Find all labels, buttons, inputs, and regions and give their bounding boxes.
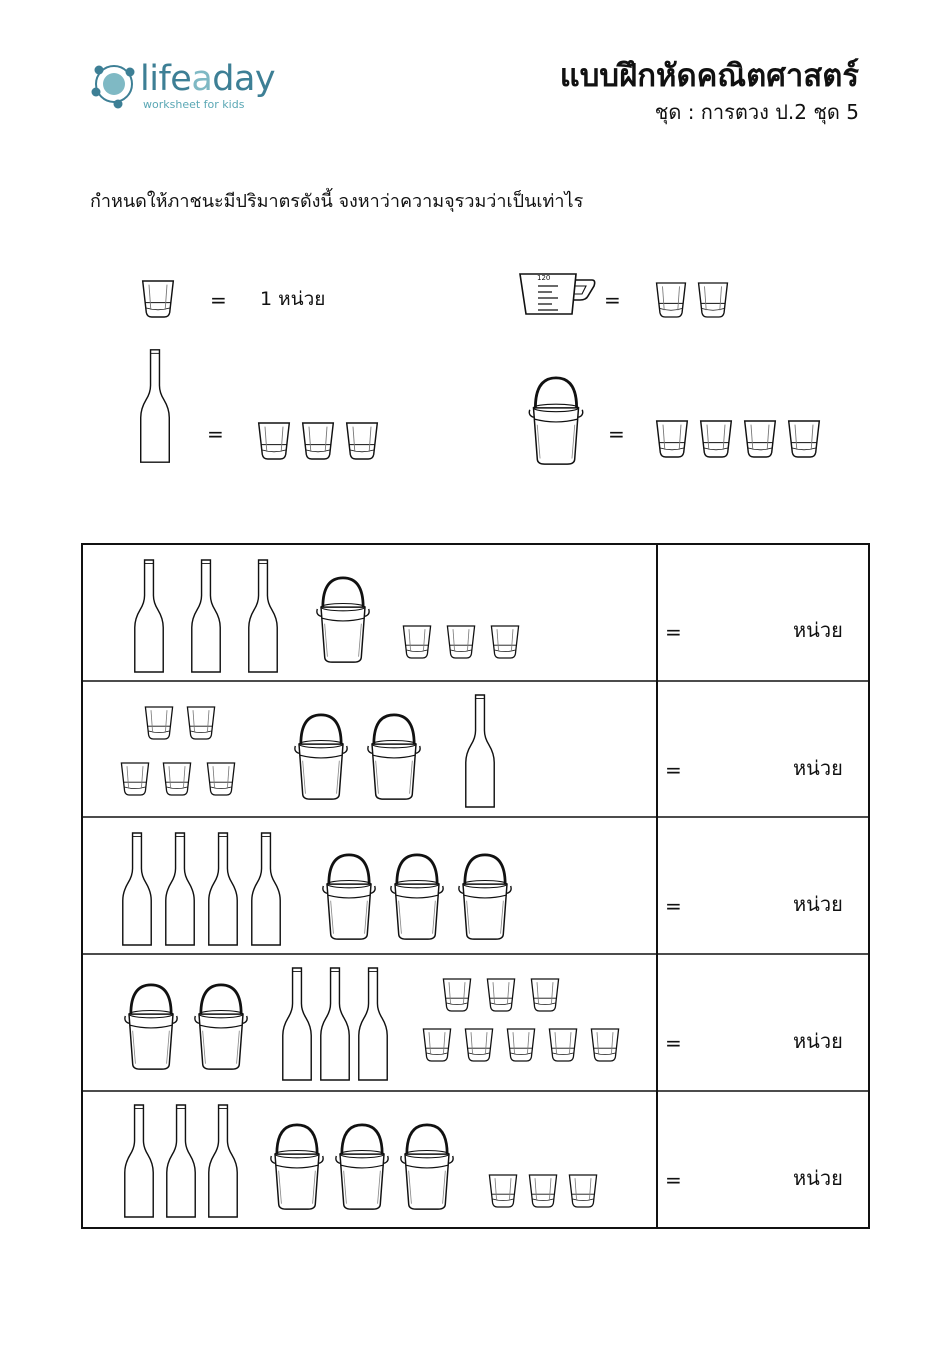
glass-icon	[742, 418, 778, 460]
bucket-icon	[267, 1123, 327, 1211]
answer-equals: =	[665, 620, 682, 644]
bucket-icon	[455, 853, 515, 941]
bottle-icon	[247, 558, 279, 674]
bucket-icon	[319, 853, 379, 941]
bucket-icon	[191, 983, 251, 1071]
page-title: แบบฝึกหัดคณิตศาสตร์	[559, 58, 859, 94]
glass-icon	[143, 703, 175, 743]
bottle-icon	[319, 966, 351, 1082]
problems-table	[81, 543, 870, 1229]
legend-equals: =	[210, 288, 227, 312]
glass-icon	[589, 1025, 621, 1065]
bottle-icon	[133, 558, 165, 674]
answer-unit: หน่วย	[793, 756, 843, 780]
bucket-icon	[525, 376, 587, 466]
bottle-icon	[138, 348, 172, 464]
bucket-icon	[332, 1123, 392, 1211]
problem-row	[81, 544, 870, 680]
glass-icon	[527, 1171, 559, 1211]
bottle-icon	[281, 966, 313, 1082]
answer-equals: =	[665, 758, 682, 782]
problem-row	[81, 682, 870, 818]
answer-blank[interactable]	[691, 888, 787, 922]
glass-icon	[654, 280, 688, 320]
measuring-cup-icon	[518, 272, 598, 318]
instruction-text: กำหนดให้ภาชนะมีปริมาตรดังนี้ จงหาว่าความจุรวมว่าเป็นเท่าไร	[90, 191, 584, 212]
answer-unit: หน่วย	[793, 892, 843, 916]
bucket-icon	[387, 853, 447, 941]
page-subtitle: ชุด : การตวง ป.2 ชุด 5	[654, 100, 859, 124]
answer-blank[interactable]	[691, 614, 787, 648]
glass-icon	[485, 975, 517, 1015]
bottle-icon	[121, 831, 153, 947]
glass-icon	[300, 420, 336, 462]
legend-equals: =	[207, 422, 224, 446]
answer-equals: =	[665, 1168, 682, 1192]
glass-icon	[119, 759, 151, 799]
answer-equals: =	[665, 1031, 682, 1055]
answer-blank[interactable]	[691, 1025, 787, 1059]
bottle-icon	[207, 1103, 239, 1219]
measuring-cup-label: 120	[537, 274, 551, 282]
logo-wordmark: lifeaday	[140, 59, 276, 99]
glass-icon	[786, 418, 822, 460]
glass-icon	[463, 1025, 495, 1065]
bottle-icon	[165, 1103, 197, 1219]
glass-icon	[445, 622, 477, 662]
glass-icon	[529, 975, 561, 1015]
logo-tagline: worksheet for kids	[143, 98, 245, 111]
bottle-icon	[464, 693, 496, 809]
bucket-icon	[121, 983, 181, 1071]
glass-icon	[421, 1025, 453, 1065]
bottle-icon	[190, 558, 222, 674]
glass-icon	[487, 1171, 519, 1211]
answer-unit: หน่วย	[793, 1029, 843, 1053]
bucket-icon	[364, 713, 424, 801]
glass-icon	[256, 420, 292, 462]
answer-unit: หน่วย	[793, 1166, 843, 1190]
glass-icon	[698, 418, 734, 460]
glass-icon	[567, 1171, 599, 1211]
bucket-icon	[291, 713, 351, 801]
answer-equals: =	[665, 894, 682, 918]
glass-icon	[547, 1025, 579, 1065]
bottle-icon	[250, 831, 282, 947]
problem-row	[81, 955, 870, 1091]
glass-icon	[140, 278, 176, 320]
glass-icon	[696, 280, 730, 320]
problem-row	[81, 1092, 870, 1228]
bottle-icon	[207, 831, 239, 947]
legend-equals: =	[608, 422, 625, 446]
bucket-icon	[313, 576, 373, 664]
problem-row	[81, 818, 870, 954]
glass-icon	[185, 703, 217, 743]
glass-icon	[161, 759, 193, 799]
glass-icon	[344, 420, 380, 462]
glass-icon	[441, 975, 473, 1015]
glass-icon	[505, 1025, 537, 1065]
glass-value: 1 หน่วย	[260, 288, 326, 310]
legend-equals: =	[604, 288, 621, 312]
bucket-icon	[397, 1123, 457, 1211]
bottle-icon	[164, 831, 196, 947]
answer-blank[interactable]	[691, 1162, 787, 1196]
glass-icon	[205, 759, 237, 799]
bottle-icon	[123, 1103, 155, 1219]
bottle-icon	[357, 966, 389, 1082]
glass-icon	[489, 622, 521, 662]
glass-icon	[654, 418, 690, 460]
answer-blank[interactable]	[691, 752, 787, 786]
answer-unit: หน่วย	[793, 618, 843, 642]
glass-icon	[401, 622, 433, 662]
